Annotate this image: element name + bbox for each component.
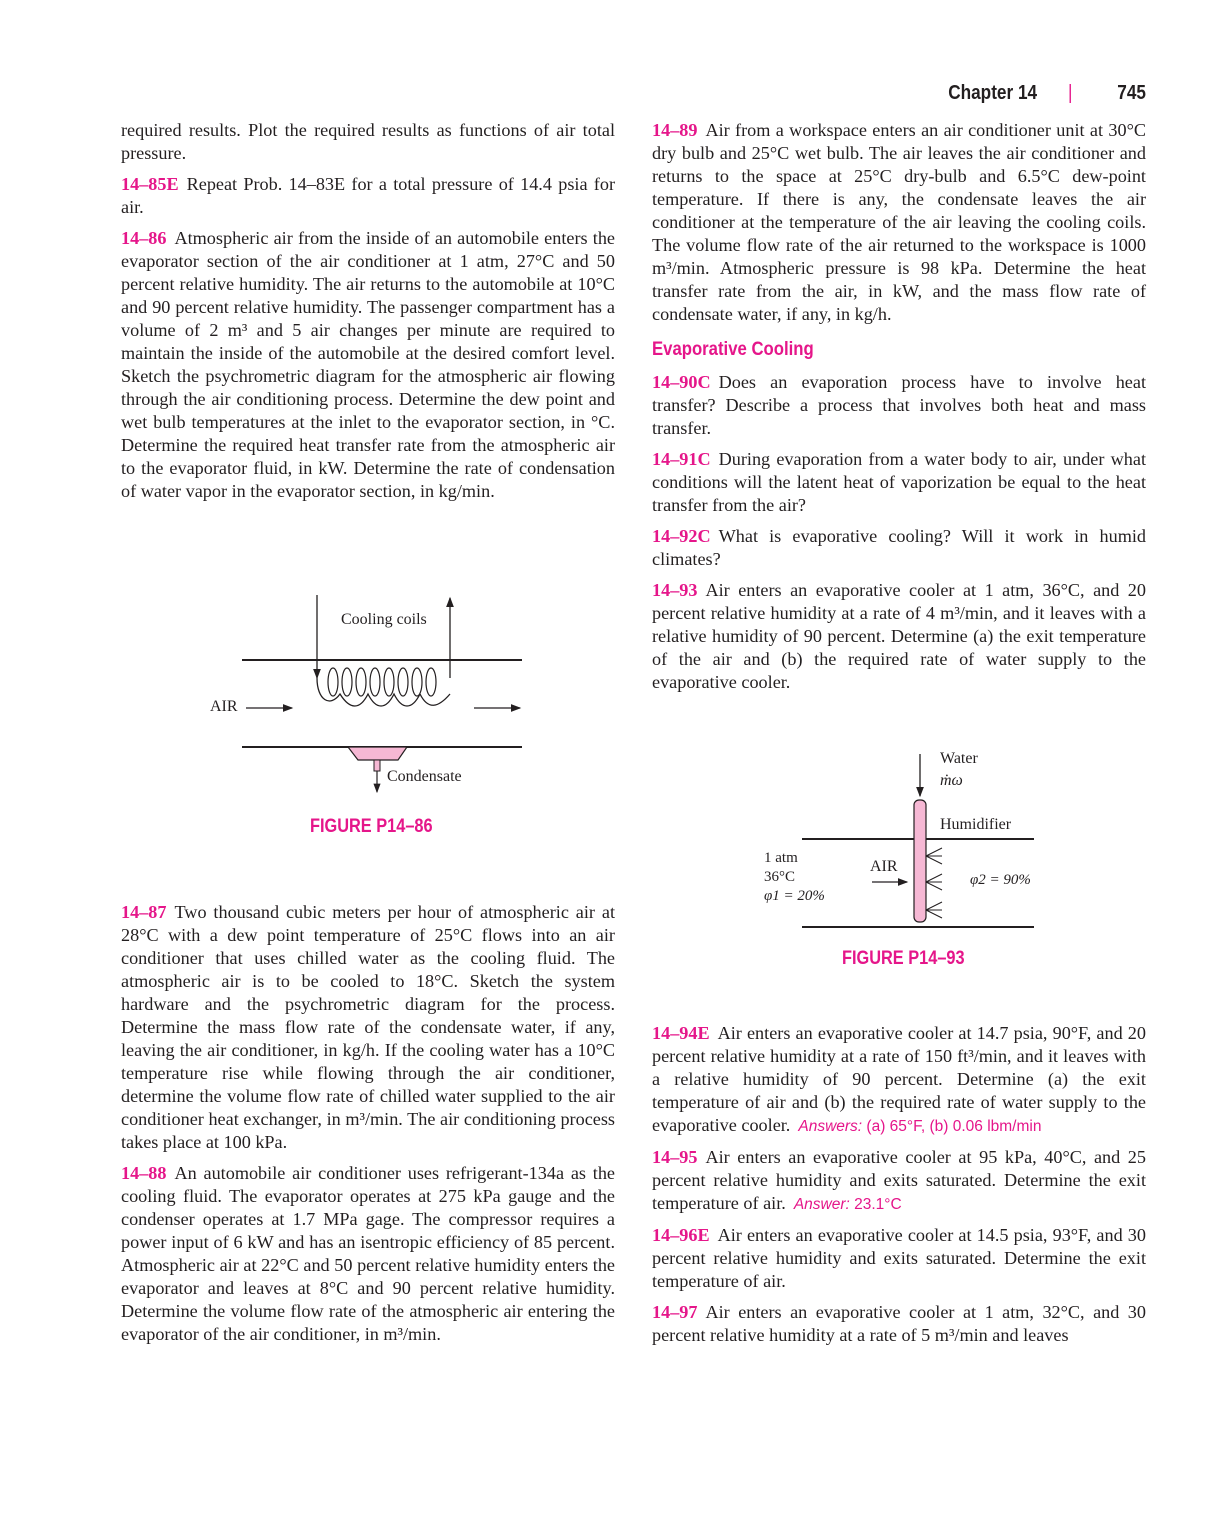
phi2-label: φ2 = 90% [970,872,1031,888]
problem-number: 14–91C [652,449,711,469]
problem-14-86 [121,227,615,503]
answer-value: 23.1°C [854,1196,902,1213]
chapter-label: Chapter 14 [948,82,1038,104]
problem-number: 14–97 [652,1302,698,1322]
figure-p14-93-caption: FIGURE P14–93 [841,948,965,969]
problem-text: Air enters an evaporative cooler at 1 atm, 36°C, and 20 percent relative humidity at a rate of 4 m³/min, and it leaves with a relative humidity of 90 percent. Determine (a) the exit temperature of the air and (b) the required rate of water supply to the evaporative cooler. [652,580,1146,692]
problem-number: 14–94E [652,1023,710,1043]
problem-text: An automobile air conditioner uses refrigerant-134a as the cooling fluid. The evaporator operates at 275 kPa gauge and the condenser operates at 1.7 MPa gage. The compressor requires a power input of 6 kW and has an isentropic efficiency of 85 percent. Atmospheric air at 22°C and 50 percent relative humidity enters the evaporator and leaves at 8°C and 90 percent relative humidity. Determine the volume flow rate of the atmospheric air entering the evaporator of the air conditioner, in m³/min. [121,1163,615,1344]
water-label: Water [940,750,978,767]
problem-14-88 [121,1162,615,1346]
figure-p14-93 [760,748,1040,938]
problem-number: 14–95 [652,1147,698,1167]
air-label: AIR [870,858,898,875]
problem-number: 14–88 [121,1163,167,1183]
problem-text: Repeat Prob. 14–83E for a total pressure of 14.4 psia for air. [121,174,615,217]
problem-text: Does an evaporation process have to involve heat transfer? Describe a process that involves both heat and mass transfer. [652,372,1146,438]
problem-number: 14–90C [652,372,711,392]
problem-text: Air enters an evaporative cooler at 1 atm, 32°C, and 30 percent relative humidity at a rate of 5 m³/min and leaves [652,1302,1146,1345]
problem-text: Air enters an evaporative cooler at 95 kPa, 40°C, and 25 percent relative humidity and exits saturated. Determine the exit temperature of air. [652,1147,1146,1213]
header-separator: | [1068,82,1073,104]
humidifier-pipe [914,800,926,922]
figure-p14-86 [200,590,530,800]
humidifier-label: Humidifier [940,816,1012,833]
problem-text: Atmospheric air from the inside of an automobile enters the evaporator section of the air conditioner at 1 atm, 27°C and 50 percent relative humidity. The air returns to the automobile at 10°C and 90 percent relative humidity. The passenger compartment has a volume of 2 m³ and 5 air changes per minute are required to maintain the inside of the automobile at the desired comfort level. Sketch the psychrometric diagram for the atmospheric air flowing through the air conditioning process. Determine the dew point and wet bulb temperatures at the inlet to the evaporator section, in °C. Determine the required heat transfer rate from the atmospheric air to the evaporator fluid, in kW. Determine the rate of condensation of water vapor in the evaporator section, in kg/min. [121,228,615,501]
problem-number: 14–85E [121,174,179,194]
problem-text: Air enters an evaporative cooler at 14.7 psia, 90°F, and 20 percent relative humidity at a rate of 150 ft³/min, and it leaves with a relative humidity of 90 percent. Determine (a) the exit temperature of air and (b) the required rate of water supply to the evaporative cooler. [652,1023,1146,1135]
figure-p14-86-caption: FIGURE P14–86 [309,816,433,837]
air-label: AIR [210,698,238,715]
problem-number: 14–96E [652,1225,710,1245]
coil-loops [328,668,436,696]
problem-14-94e [652,1022,1146,1138]
phi1-label: φ1 = 20% [764,888,825,904]
problem-14-91c [652,448,1146,517]
evaporative-cooler-diagram [760,748,1040,938]
left-column-lower [121,901,615,1354]
problem-number: 14–93 [652,580,698,600]
condensate-label: Condensate [387,768,462,785]
section-heading-evaporative-cooling: Evaporative Cooling [652,339,814,360]
inlet-temperature-label: 36°C [764,869,796,885]
problem-number: 14–92C [652,526,711,546]
continuation-paragraph: required results. Plot the required results as functions of air total pressure. [121,120,615,163]
condensate-tray [348,747,407,760]
problem-number: 14–87 [121,902,167,922]
answer [794,1196,902,1213]
problem-14-85e [121,173,615,219]
problem-text: During evaporation from a water body to air, under what conditions will the latent heat of vaporization be equal to the heat transfer from the air? [652,449,1146,515]
problem-14-93 [652,579,1146,694]
problem-14-89 [652,119,1146,326]
problem-14-90c [652,371,1146,440]
answer-label: Answers: [798,1118,863,1135]
spray-nozzles [926,848,942,918]
right-column [652,119,1146,702]
problem-14-92c [652,525,1146,571]
running-head [948,82,1146,108]
mass-flow-label: ṁω [940,772,963,789]
problem-text: What is evaporative cooling? Will it work in humid climates? [652,526,1146,569]
left-column [121,119,615,511]
answer [798,1118,1041,1135]
problem-14-95 [652,1146,1146,1216]
problem-14-96e [652,1224,1146,1293]
problem-text: Air enters an evaporative cooler at 14.5 psia, 93°F, and 30 percent relative humidity and exits saturated. Determine the exit temperature of air. [652,1225,1146,1291]
problem-14-87 [121,901,615,1154]
problem-14-97 [652,1301,1146,1347]
answer-label: Answer: [793,1196,850,1213]
cooling-coils-label: Cooling coils [341,611,427,628]
problem-text: Air from a workspace enters an air conditioner unit at 30°C dry bulb and 25°C wet bulb. The air leaves the air conditioner and returns to the space at 25°C dry-bulb and 6.5°C dew-point temperature. If there is any, the condensate leaves the air conditioner at the temperature of the air leaving the cooling coils. The volume flow rate of the air returned to the workspace is 1000 m³/min. Atmospheric pressure is 98 kPa. Determine the heat transfer rate from the air, in kW, and the mass flow rate of condensate water, if any, in kg/h. [652,120,1146,324]
page-number: 745 [1117,82,1146,104]
inlet-pressure-label: 1 atm [764,850,798,866]
problem-number: 14–86 [121,228,167,248]
right-column-lower [652,1022,1146,1355]
problem-text: Two thousand cubic meters per hour of atmospheric air at 28°C with a dew point temperature of 25°C flows into an air conditioner that uses chilled water as the cooling fluid. The atmospheric air is to be cooled to 18°C. Sketch the system hardware and the psychrometric diagram for the process. Determine the mass flow rate of the condensate water, if any, leaving the air conditioner, in kg/h. If the cooling water has a 10°C temperature rise while flowing through the air conditioner, determine the volume flow rate of chilled water supplied to the air conditioner heat exchanger, in m³/min. The air conditioning process takes place at 100 kPa. [121,902,615,1152]
problem-number: 14–89 [652,120,698,140]
drain-pipe [374,760,380,771]
answer-value: (a) 65°F, (b) 0.06 lbm/min [866,1118,1042,1135]
